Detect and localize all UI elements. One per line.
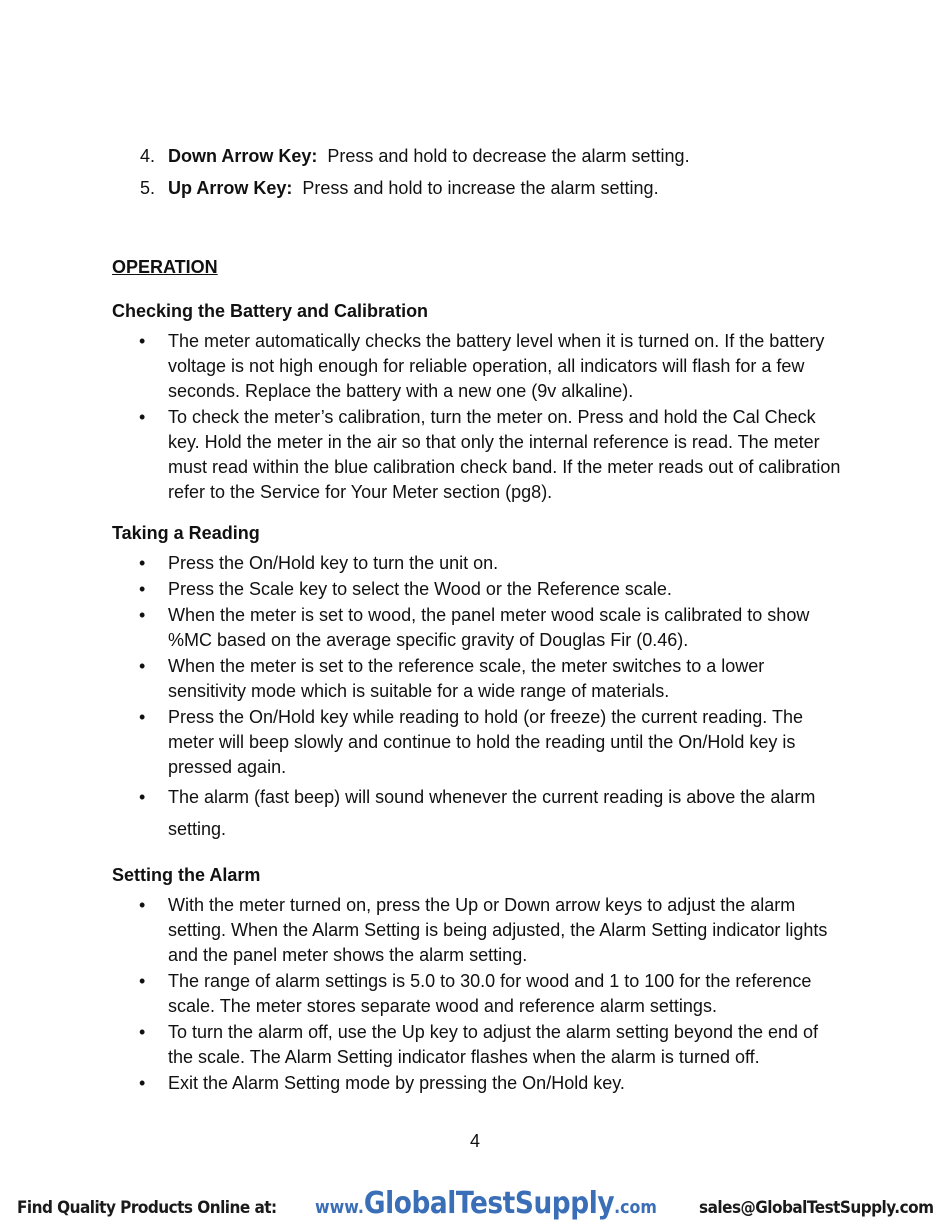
url-brand: GlobalTestSupply [363,1186,615,1221]
bullet-text: Exit the Alarm Setting mode by pressing the On/Hold key. [168,1073,625,1093]
list-item [112,1020,842,1070]
list-number: 4. [140,146,156,166]
reading-bullet-list [112,551,842,846]
bullet-text: With the meter turned on, press the Up or Down arrow keys to adjust the alarm setting. When the Alarm Setting is being adjusted, the Alarm Setting indicator lights and the panel meter shows the alarm setting. [168,895,828,965]
bullet-icon: • [139,605,146,625]
list-item [112,969,842,1019]
bullet-icon: • [139,787,146,807]
footer-email-link[interactable]: sales@GlobalTestSupply.com [698,1198,933,1218]
list-item [112,329,842,404]
list-item [112,893,842,968]
list-item [112,603,842,653]
battery-heading: Checking the Battery and Calibration [112,301,429,321]
bullet-text: When the meter is set to wood, the panel meter wood scale is calibrated to show %MC based on the average specific gravity of Douglas Fir (0.46). [168,605,810,650]
bullet-text: Press the Scale key to select the Wood or the Reference scale. [168,579,672,599]
alarm-bullet-list [112,893,842,1097]
key-description: Press and hold to decrease the alarm setting. [327,146,690,166]
bullet-icon: • [139,407,146,427]
bullet-text: To check the meter’s calibration, turn the meter on. Press and hold the Cal Check key. Hold the meter in the air so that only the internal reference is read. The meter must read within the blue calibration check band. If the meter reads out of calibration refer to the Service for Your Meter section (pg8). [168,407,841,502]
section-title: OPERATION [112,257,218,277]
bullet-text: Press the On/Hold key to turn the unit on. [168,553,499,573]
bullet-icon: • [139,895,146,915]
bullet-text: Press the On/Hold key while reading to hold (or freeze) the current reading. The meter will beep slowly and continue to hold the reading until the On/Hold key is pressed again. [168,707,804,777]
bullet-icon: • [139,656,146,676]
url-suffix: .com [614,1197,657,1218]
list-item [112,1071,842,1096]
bullet-icon: • [139,579,146,599]
key-term: Down Arrow Key: [168,146,318,166]
list-item [112,705,842,780]
bullet-icon: • [139,971,146,991]
list-item [112,654,842,704]
bullet-icon: • [139,1022,146,1042]
key-list-item-4 [140,144,860,168]
list-item [112,577,842,602]
list-item [112,781,842,845]
key-description: Press and hold to increase the alarm setting. [302,178,659,198]
url-prefix: www. [315,1197,364,1218]
footer-tagline: Find Quality Products Online at: [17,1198,277,1218]
bullet-text: The alarm (fast beep) will sound whenever the current reading is above the alarm setting. [168,787,816,839]
page-number: 4 [469,1131,480,1151]
bullet-icon: • [139,1073,146,1093]
battery-bullet-list [112,329,842,506]
bullet-text: To turn the alarm off, use the Up key to adjust the alarm setting beyond the end of the scale. The Alarm Setting indicator flashes when the alarm is turned off. [168,1022,819,1067]
reading-heading: Taking a Reading [112,523,260,543]
bullet-icon: • [139,707,146,727]
alarm-heading: Setting the Alarm [112,865,261,885]
bullet-text: The meter automatically checks the battery level when it is turned on. If the battery voltage is not high enough for reliable operation, all indicators will flash for a few seconds. Replace the battery with a new one (9v alkaline). [168,331,825,401]
bullet-icon: • [139,553,146,573]
list-number: 5. [140,178,156,198]
bullet-text: The range of alarm settings is 5.0 to 30.0 for wood and 1 to 100 for the reference scale. The meter stores separate wood and reference alarm settings. [168,971,812,1016]
page-footer [0,1186,950,1226]
bullet-icon: • [139,331,146,351]
bullet-text: When the meter is set to the reference scale, the meter switches to a lower sensitivity mode which is suitable for a wide range of materials. [168,656,765,701]
key-term: Up Arrow Key: [168,178,293,198]
key-list-item-5 [140,176,860,200]
footer-website-link[interactable] [315,1186,657,1221]
list-item [112,551,842,576]
list-item [112,405,842,505]
